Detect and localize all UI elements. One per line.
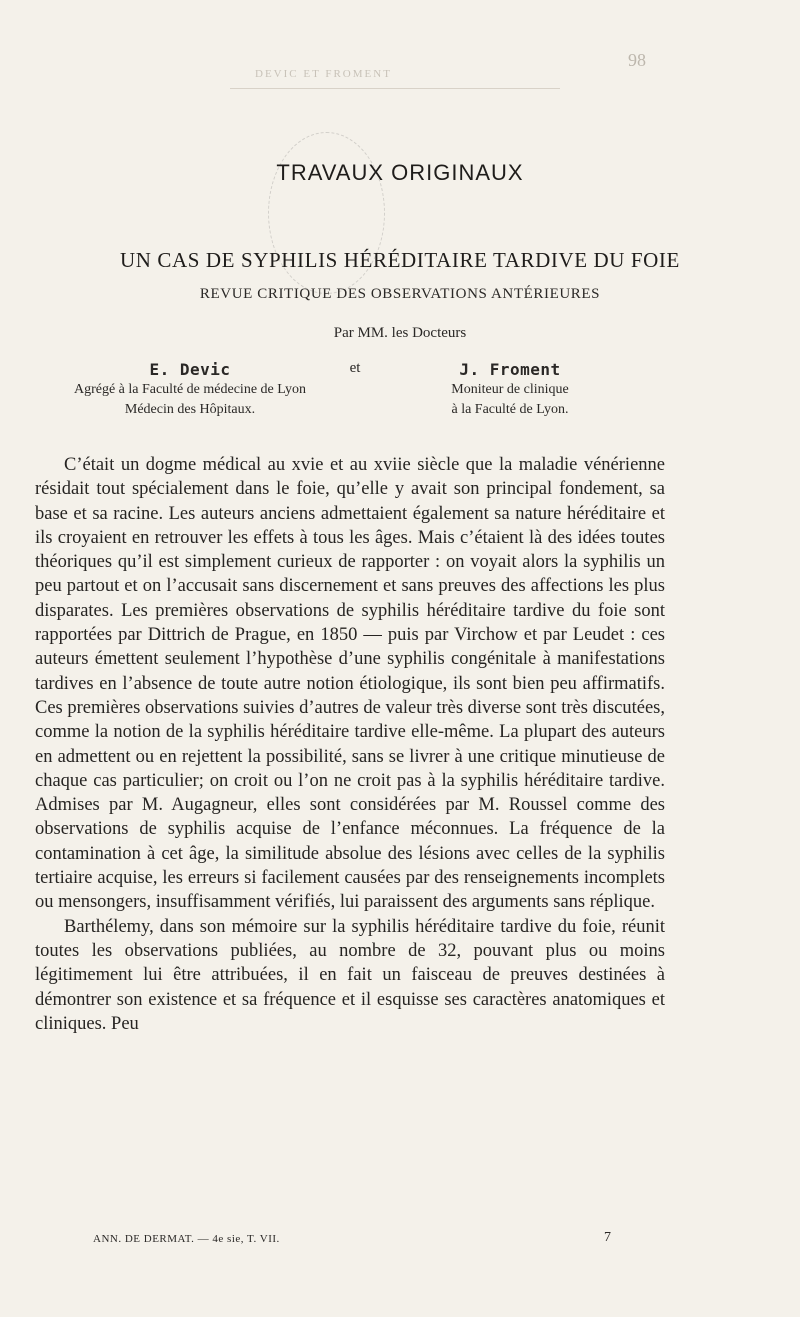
author-name: J. Froment <box>459 360 561 379</box>
author-froment <box>410 360 610 420</box>
body-paragraph: C’était un dogme médical au xvie et au xviie siècle que la maladie vénérienne résidait tout spécialement dans le foie, qu’elle y avait son principal fondement, sa base et sa racine. Les auteurs anciens admettaient également sa nature héréditaire et ils croyaient en retrouver les effets à tous les âges. Mais c’étaient là des idées toutes théoriques qu’il est simplement curieux de rapporter : on voyait alors la syphilis un peu partout et on l’accusait sans discernement et sans preuves des affections les plus disparates. Les premières observations de syphilis héréditaire tardive du foie sont rapportées par Dittrich de Prague, en 1850 — puis par Virchow et par Leudet : ces auteurs émettent seulement l’hypothèse d’une syphilis congénitale à manifestations tardives en l’absence de toute autre notion étiologique, ils sont bien peu affirmatifs. Ces premières observations suivies d’autres de valeur très diverse sont très discutées, comme la notion de la syphilis héréditaire tardive elle-même. La plupart des auteurs en admettent ou en rejettent la possibilité, sans se livrer à une critique minutieuse de chaque cas particulier; on croit ou l’on ne croit pas à la syphilis héréditaire tardive. Admises par M. Augagneur, elles sont considérées par M. Roussel comme des observations de syphilis acquise de l’enfance méconnues. La fréquence de la contamination à cet âge, la similitude absolue des lésions avec celles de la syphilis tertiaire acquise, les erreurs si facilement causées par des renseignements incomplets ou mensongers, insuffisamment vérifiés, lui paraissent des arguments sans réplique. <box>35 455 665 913</box>
bleed-through-running-head: DEVIC ET FROMENT <box>255 68 392 80</box>
section-title: TRAVAUX ORIGINAUX <box>276 160 524 185</box>
author-affiliation: Médecin des Hôpitaux. <box>124 402 256 417</box>
author-devic <box>30 360 350 420</box>
author-affiliation: Moniteur de clinique <box>451 382 569 397</box>
article-subtitle: REVUE CRITIQUE DES OBSERVATIONS ANTÉRIEURES <box>199 286 601 302</box>
article-body <box>35 453 665 1036</box>
bleed-through-page-number: 98 <box>628 50 646 70</box>
author-affiliation: Agrégé à la Faculté de médecine de Lyon <box>73 382 307 397</box>
bleed-through-rule <box>230 88 560 89</box>
byline: Par MM. les Docteurs <box>333 325 467 341</box>
author-affiliation: à la Faculté de Lyon. <box>451 402 569 417</box>
journal-footer: ANN. DE DERMAT. — 4e sie, T. VII. <box>93 1233 280 1245</box>
signature-mark: 7 <box>604 1230 611 1245</box>
author-conjunction: et <box>349 360 361 376</box>
article-title: UN CAS DE SYPHILIS HÉRÉDITAIRE TARDIVE DU FOIE <box>120 248 680 272</box>
body-paragraph: Barthélemy, dans son mémoire sur la syphilis héréditaire tardive du foie, réunit toutes les observations publiées, au nombre de 32, pouvant plus ou moins légitimement lui être attribuées, il en fait un faisceau de preuves destinées à démontrer son existence et sa fréquence et il esquisse ses caractères anatomiques et cliniques. Peu <box>35 916 665 1034</box>
author-name: E. Devic <box>149 360 231 379</box>
